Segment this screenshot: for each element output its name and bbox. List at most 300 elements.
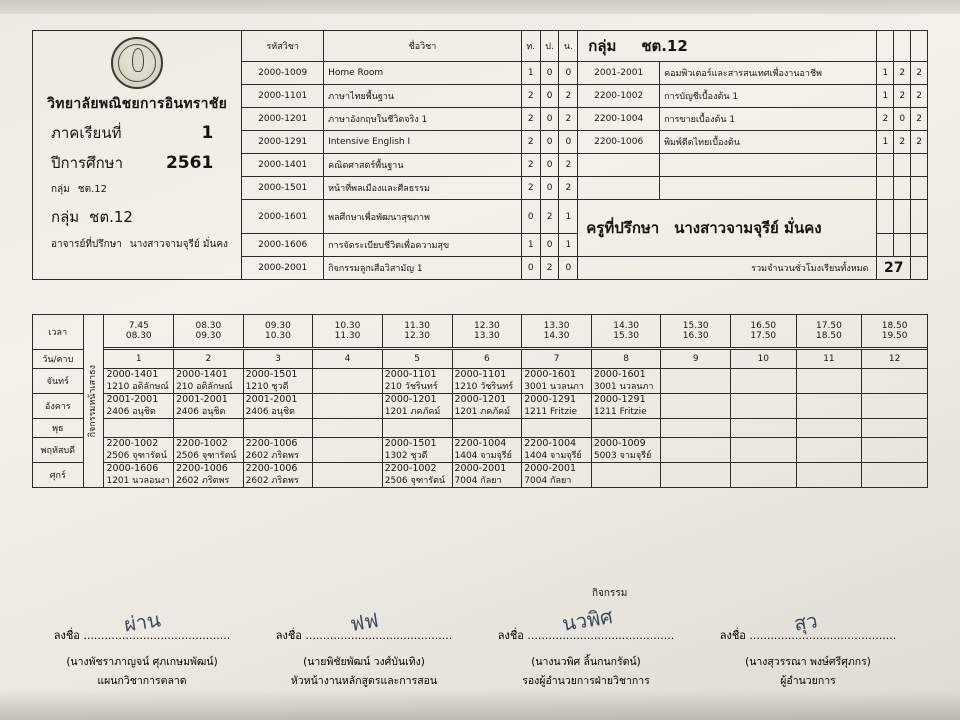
cell-room-teacher: 2506 จุฑารัตน์ [106,451,167,461]
left-n: 2 [559,154,578,177]
timetable-cell [452,419,522,438]
ink-signature: นวพิศ [560,604,615,636]
weekly-timetable [32,314,928,599]
cell-code: 2200-1004 [524,438,577,449]
timetable-cell [591,369,661,394]
right-blank [911,234,928,257]
cell-code: 2000-1401 [176,369,228,380]
period-number: 5 [382,350,452,369]
time-end: 11.30 [334,331,361,342]
time-start: 13.30 [543,321,570,332]
time-header-row [33,315,928,348]
cell-room-teacher: 2602 ภริตพร [176,476,230,486]
time-end: 13.30 [474,331,500,342]
cell-room-teacher: 7004 กัลยา [524,476,572,486]
time-cell [591,315,661,348]
timetable-cell [313,438,383,463]
signature-line: ลงชื่อ .......................................... [275,629,453,642]
time-cell [862,315,928,348]
year-value: 2561 [165,153,214,173]
right-code: 2200-1002 [578,85,660,108]
year-row [51,151,241,175]
timetable-cell [661,419,731,438]
left-t: 1 [521,234,540,257]
time-end: 12.30 [404,331,430,342]
left-p: 0 [540,177,559,200]
day-label: พุธ [33,419,84,438]
right-name: การขายเบื้องต้น 1 [660,108,877,131]
advisor-value: นางสาวจามจุรีย์ มั่นคง [129,239,228,250]
cell-code: 2001-2001 [106,394,159,405]
signer-name: (นางนวพิศ ลิ้นกนกรัตน์) [531,656,641,668]
right-blank [911,257,928,280]
time-start: 09.30 [265,321,291,332]
left-p: 0 [540,85,559,108]
total-hours-label: รวมจำนวนชั่วโมงเรียนทั้งหมด [578,257,877,280]
group-label-big: กลุ่ม [51,208,80,226]
term-label: ภาคเรียนที่ [51,124,122,142]
timetable-cell [174,369,244,394]
signer-role: ผู้อำนวยการ [780,675,836,687]
time-end: 08.30 [125,331,152,342]
cell-room-teacher: 2506 จุฑารัตน์ [384,476,446,486]
cell-room-teacher: 210 อดิลักษณ์ [176,382,233,392]
timetable-cell [661,369,731,394]
cell-code: 2001-2001 [176,394,228,405]
right-p: 2 [894,131,911,154]
advisor-big-value: นางสาวจามจุรีย์ มั่นคง [674,219,822,237]
period-number: 12 [862,350,928,369]
timetable-cell [243,369,313,394]
timetable-cell [452,463,522,488]
cell-room-teacher: 3001 นวลนภา [524,382,584,392]
timetable-cell [104,369,174,394]
time-cell [661,315,731,348]
timetable-cell [174,419,244,438]
right-blank [578,154,660,177]
timetable-cell [796,419,862,438]
timetable-cell [730,394,796,419]
time-cell [313,315,383,348]
timetable-cell [591,463,661,488]
period-number: 11 [796,350,862,369]
cell-code: 2000-2001 [454,463,507,474]
left-p: 0 [540,154,559,177]
flag-activity-column [83,315,104,488]
time-start: 7.45 [128,321,149,332]
day-label: อังคาร [33,394,84,419]
right-n: 2 [911,131,928,154]
timetable-cell [382,419,452,438]
cell-room-teacher: 1404 จามจุรีย์ [524,451,582,461]
left-code: 2000-1009 [242,62,324,85]
left-code: 2000-1501 [242,177,324,200]
cell-room-teacher: 2406 อนุชิต [245,407,295,417]
group-big-row [51,205,241,229]
left-code: 2000-1601 [242,200,324,234]
cell-room-teacher: 7004 กัลยา [454,476,502,486]
left-t: 2 [521,108,540,131]
time-start: 15.30 [682,321,709,332]
period-header-row [33,350,928,369]
cell-code: 2200-1002 [106,438,159,449]
right-blank [578,177,660,200]
cell-room-teacher: 1201 นวลอนงา [106,476,170,486]
timetable-cell [730,463,796,488]
group-value-big: ชต.12 [89,208,133,226]
left-p: 0 [540,234,559,257]
school-seal-icon [111,37,163,89]
timetable-document [32,30,928,690]
right-t: 1 [877,131,894,154]
timetable-cell [730,419,796,438]
group-title-cell [578,31,877,62]
col-header-t: ท. [521,31,540,62]
time-start: 12.30 [474,321,500,332]
right-code: 2001-2001 [578,62,660,85]
time-cell [174,315,244,348]
signature-block [254,607,474,689]
time-start: 10.30 [334,321,361,332]
right-t: 1 [877,85,894,108]
cell-room-teacher: 2406 อนุชิต [176,407,226,417]
col-header-n: น. [559,31,578,62]
timetable-cell [796,463,862,488]
cell-room-teacher: 1211 Fritzie [524,407,578,417]
cell-code: 2200-1006 [245,463,298,474]
cell-code: 2000-1291 [593,394,646,405]
ink-signature: ผ่าน [122,607,163,637]
left-t: 2 [521,131,540,154]
time-start: 08.30 [195,321,222,332]
cell-room-teacher: 2602 ภริตพร [245,451,299,461]
timetable-cell [382,369,452,394]
timetable-cell [522,419,592,438]
timetable-cell [522,463,592,488]
timetable-cell [382,438,452,463]
cell-code: 2000-1101 [454,369,507,380]
right-p: 2 [894,62,911,85]
flag-activity-label: กิจกรรมหน้าเสาธง [87,364,98,438]
cell-code: 2001-2001 [245,394,298,405]
time-end: 14.30 [543,331,570,342]
left-t: 1 [521,62,540,85]
timetable-cell [104,463,174,488]
left-code: 2000-1291 [242,131,324,154]
right-name: พิมพ์ดีดไทยเบื้องต้น [660,131,877,154]
left-p: 2 [540,257,559,280]
time-cell [243,315,313,348]
time-start: 17.50 [816,321,842,332]
left-t: 2 [521,177,540,200]
timetable-cell [862,394,928,419]
timetable-row [33,438,928,463]
signature-area [32,604,928,696]
cell-room-teacher: 1201 ภคภัคม์ [384,407,441,417]
period-number: 8 [591,350,661,369]
right-blank [877,154,894,177]
cell-room-teacher: 5003 จามจุรีย์ [593,451,652,461]
left-code: 2000-1401 [242,154,324,177]
cell-code: 2200-1002 [176,438,228,449]
total-hours-value: 27 [877,257,911,280]
col-header-p: ป. [540,31,559,62]
timetable-cell [104,394,174,419]
cell-code: 2000-1601 [593,369,646,380]
ink-signature: สุว [792,608,820,636]
right-p: 2 [894,85,911,108]
cell-room-teacher: 2602 ภริตพร [245,476,299,486]
timetable-cell [862,438,928,463]
right-t: 2 [877,108,894,131]
cell-room-teacher: 210 วัชรินทร์ [384,382,438,392]
left-code: 2000-1101 [242,85,324,108]
cell-room-teacher: 1211 Fritzie [593,407,647,417]
time-start: 18.50 [881,321,908,332]
period-row-label: วัน/คาบ [33,350,84,369]
cell-code: 2000-2001 [524,463,577,474]
cell-room-teacher: 1201 ภคภัคม์ [454,407,511,417]
timetable-cell [661,438,731,463]
time-cell [452,315,522,348]
left-code: 2000-2001 [242,257,324,280]
timetable-cell [243,463,313,488]
activity-note: กิจกรรม [592,588,628,599]
advisor-big-label: ครูที่ปรึกษา [586,219,660,237]
document-header [32,30,928,280]
time-end: 19.50 [881,331,908,342]
timetable-cell [796,369,862,394]
timetable-cell [104,438,174,463]
left-n: 0 [559,131,578,154]
timetable-cell [452,394,522,419]
right-p: 0 [894,108,911,131]
period-number: 3 [243,350,313,369]
signer-name: (นางพัชราภาญจน์ ศุภเกษมพัฒน์) [66,656,218,668]
timetable-cell [522,394,592,419]
right-blank [877,200,894,234]
left-t: 0 [521,257,540,280]
left-name: คณิตศาสตร์พื้นฐาน [324,154,522,177]
signature-line: ลงชื่อ .......................................... [719,629,897,642]
time-label: เวลา [33,315,84,350]
right-blank [894,154,911,177]
year-label: ปีการศึกษา [51,154,123,172]
timetable-row [33,394,928,419]
timetable-cell [730,369,796,394]
group-title-value: ชต.12 [641,37,688,55]
cell-room-teacher: 1210 วัชรินทร์ [454,382,514,392]
period-number: 1 [104,350,174,369]
cell-code: 2000-1201 [384,394,437,405]
timetable-cell [452,369,522,394]
left-t: 2 [521,85,540,108]
cell-room-teacher: 1210 อดิลักษณ์ [106,382,169,392]
left-p: 2 [540,200,559,234]
time-cell [382,315,452,348]
right-blank [660,154,877,177]
left-p: 0 [540,62,559,85]
time-end: 16.30 [682,331,709,342]
spacer-p [894,31,911,62]
period-number: 10 [730,350,796,369]
signature-line: ลงชื่อ .......................................... [497,629,675,642]
time-end: 18.50 [816,331,842,342]
period-number: 2 [174,350,244,369]
cell-code: 2200-1002 [384,463,437,474]
cell-code: 2000-1401 [106,369,159,380]
timetable-cell [661,463,731,488]
left-name: การจัดระเบียบชีวิตเพื่อความสุข [324,234,522,257]
school-info-block [33,31,242,280]
time-start: 11.30 [404,321,430,332]
group-title-label: กลุ่ม [588,37,617,55]
group-value-small: ชต.12 [77,184,107,195]
time-end: 15.30 [613,331,640,342]
right-blank [894,177,911,200]
right-blank [911,177,928,200]
ink-signature: ฟฟ [348,607,381,637]
timetable-row [33,419,928,438]
col-header-name: ชื่อวิชา [324,31,522,62]
right-blank [660,177,877,200]
timetable-row [33,369,928,394]
timetable-cell [313,369,383,394]
period-number: 7 [522,350,592,369]
left-name: ภาษาไทยพื้นฐาน [324,85,522,108]
cell-room-teacher: 3001 นวลนภา [593,382,654,392]
day-label: จันทร์ [33,369,84,394]
cell-room-teacher: 1302 ชุวดี [384,451,428,461]
right-code: 2200-1006 [578,131,660,154]
left-n: 2 [559,177,578,200]
left-p: 0 [540,108,559,131]
timetable-cell [796,394,862,419]
advisor-row [51,237,241,252]
left-name: Intensive English I [324,131,522,154]
signer-role: รองผู้อำนวยการฝ่ายวิชาการ [522,675,650,687]
signature-block [476,604,696,689]
timetable-cell [862,369,928,394]
timetable-cell [862,463,928,488]
group-label-small: กลุ่ม [51,184,70,195]
right-name: การบัญชีเบื้องต้น 1 [660,85,877,108]
timetable-cell [104,419,174,438]
timetable-cell [174,394,244,419]
right-blank [894,234,911,257]
signer-role: หัวหน้างานหลักสูตรและการสอน [290,675,438,687]
cell-code: 2000-1501 [245,369,298,380]
left-name: ภาษาอังกฤษในชีวิตจริง 1 [324,108,522,131]
timetable-cell [591,438,661,463]
right-n: 2 [911,85,928,108]
signer-name: (นางสุวรรณา พงษ์ศรีศุภกร) [745,656,871,668]
cell-code: 2000-1201 [454,394,507,405]
left-name: หน้าที่พลเมืองและศีลธรรม [324,177,522,200]
term-row [51,121,241,145]
spacer-t [877,31,894,62]
timetable-cell [796,438,862,463]
left-n: 0 [559,257,578,280]
cell-room-teacher: 2506 จุฑารัตน์ [176,451,237,461]
cell-room-teacher: 1210 ชุวดี [245,382,289,392]
time-start: 14.30 [613,321,640,332]
term-value: 1 [201,123,214,143]
timetable-cell [862,419,928,438]
right-blank [877,177,894,200]
timetable-cell [243,394,313,419]
school-name: วิทยาลัยพณิชยการอินทราชัย [47,96,228,112]
cell-code: 2200-1006 [176,463,228,474]
day-label: ศุกร์ [33,463,84,488]
cell-code: 2000-1101 [384,369,437,380]
cell-code: 2000-1291 [524,394,577,405]
left-code: 2000-1606 [242,234,324,257]
timetable-cell [591,394,661,419]
timetable-cell [730,438,796,463]
timetable-cell [522,369,592,394]
period-number: 9 [661,350,731,369]
cell-code: 2000-1601 [524,369,577,380]
left-name: พลศึกษาเพื่อพัฒนาสุขภาพ [324,200,522,234]
group-small-row [51,182,241,197]
cell-code: 2000-1606 [106,463,159,474]
timetable-cell [661,394,731,419]
cell-room-teacher: 2406 อนุชิต [106,407,156,417]
timetable-cell [452,438,522,463]
left-name: Home Room [324,62,522,85]
timetable-cell [243,438,313,463]
cell-code: 2200-1006 [245,438,298,449]
left-n: 2 [559,85,578,108]
spacer-n [911,31,928,62]
signature-line: ลงชื่อ .......................................... [53,629,231,642]
time-end: 10.30 [265,331,291,342]
advisor-big-cell [578,200,877,257]
left-n: 1 [559,200,578,234]
cell-code: 2000-1501 [384,438,437,449]
left-n: 1 [559,234,578,257]
signature-block [698,608,918,689]
right-blank [911,200,928,234]
left-t: 2 [521,154,540,177]
right-n: 2 [911,62,928,85]
right-t: 1 [877,62,894,85]
left-p: 0 [540,131,559,154]
right-blank [911,154,928,177]
time-cell [730,315,796,348]
cell-room-teacher: 1404 จามจุรีย์ [454,451,512,461]
right-blank [894,200,911,234]
timetable-row [33,463,928,488]
timetable-cell [522,438,592,463]
time-start: 16.50 [750,321,777,332]
advisor-label: อาจารย์ที่ปรึกษา [51,239,122,250]
time-cell [796,315,862,348]
left-t: 0 [521,200,540,234]
time-cell [104,315,174,348]
right-blank [877,234,894,257]
cell-code: 2000-1009 [593,438,646,449]
left-n: 0 [559,62,578,85]
left-name: กิจกรรมลูกเสือวิสามัญ 1 [324,257,522,280]
timetable-cell [313,419,383,438]
timetable-cell [174,438,244,463]
signer-name: (นายพิชัยพัฒน์ วงศ์บันเทิง) [303,656,425,668]
right-code: 2200-1004 [578,108,660,131]
signature-block [32,607,252,689]
cell-code: 2200-1004 [454,438,507,449]
